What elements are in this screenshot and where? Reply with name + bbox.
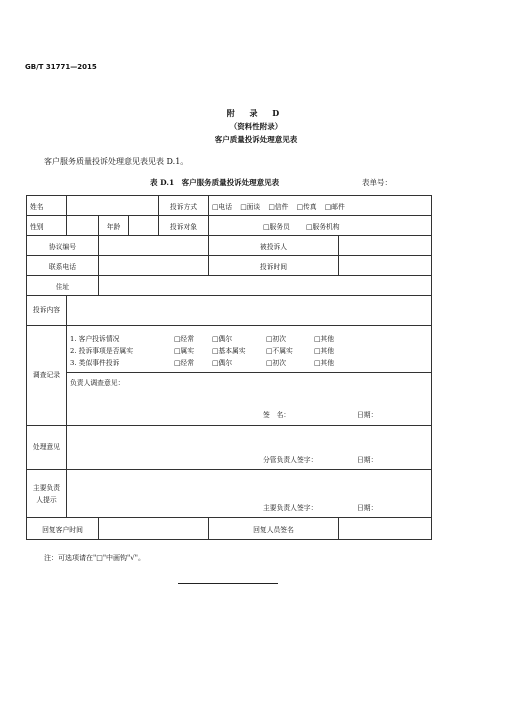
manager-sign-label: 分管负责人签字：: [263, 456, 318, 464]
contract-label: 协议编号: [27, 236, 99, 256]
reply-time-field[interactable]: [99, 518, 209, 540]
content-label: 投诉内容: [27, 296, 67, 326]
phone-field[interactable]: [99, 256, 209, 276]
table-caption: 表 D.1 客户服务质量投诉处理意见表: [150, 178, 280, 187]
reply-time-label: 回复客户时间: [27, 518, 99, 540]
chief-sign-label: 主要负责人签字：: [263, 504, 318, 512]
time-field[interactable]: [339, 256, 432, 276]
table-row: [27, 296, 432, 326]
table-row: [27, 276, 432, 296]
table-row: [27, 196, 432, 216]
table-row: [27, 470, 432, 518]
chief-label: 主要负责人提示: [27, 470, 67, 518]
reply-signer-field[interactable]: [339, 518, 432, 540]
target-option-agency[interactable]: □服务机构: [306, 222, 340, 231]
appendix-title: 附 录 D: [226, 108, 286, 118]
chief-field[interactable]: [67, 470, 432, 518]
form-number-label: 表单号：: [362, 178, 392, 187]
method-option-phone[interactable]: □电话: [212, 202, 233, 211]
complaint-form-table: [26, 195, 432, 540]
table-row: [27, 256, 432, 276]
standard-number: GB/T 31771—2015: [25, 63, 97, 71]
age-label: 年龄: [99, 216, 129, 236]
handling-label: 处理意见: [27, 426, 67, 470]
table-row: [27, 326, 432, 426]
intro-text: 客户服务质量投诉处理意见表见表 D.1。: [44, 157, 189, 166]
content-field[interactable]: [67, 296, 432, 326]
manager-date-label: 日期：: [357, 456, 378, 464]
investigation-row-1: 1. 客户投诉情况 □经常 □偶尔 □初次 □其他: [70, 334, 335, 343]
reply-signer-label: 回复人员签名: [209, 518, 339, 540]
appendix-subtitle: （资料性附录）: [229, 122, 283, 131]
chief-date-label: 日期：: [357, 504, 378, 512]
investigation-cell: [67, 326, 432, 426]
leader-date-label: 日期：: [357, 410, 378, 419]
phone-label: 联系电话: [27, 256, 99, 276]
investigation-label: 调查记录: [27, 326, 67, 426]
table-row: [27, 236, 432, 256]
respondent-label: 被投诉人: [209, 236, 339, 256]
target-option-staff[interactable]: □服务员: [263, 222, 290, 231]
gender-label: 性别: [27, 216, 67, 236]
leader-opinion-area[interactable]: [67, 373, 431, 423]
table-row: [27, 426, 432, 470]
table-row: [27, 216, 432, 236]
name-label: 姓名: [27, 196, 67, 216]
end-rule: [178, 583, 278, 584]
table-row: [27, 518, 432, 540]
target-label: 投诉对象: [159, 216, 209, 236]
method-options[interactable]: [209, 196, 432, 216]
age-field[interactable]: [129, 216, 159, 236]
time-label: 投诉时间: [209, 256, 339, 276]
method-label: 投诉方式: [159, 196, 209, 216]
contract-field[interactable]: [99, 236, 209, 256]
respondent-field[interactable]: [339, 236, 432, 256]
name-field[interactable]: [67, 196, 159, 216]
investigation-row-3: 3. 类似事件投诉 □经常 □偶尔 □初次 □其他: [70, 358, 335, 367]
leader-opinion-label: 负责人调查意见：: [70, 378, 125, 387]
leader-sign-label: 签 名：: [263, 410, 291, 419]
method-option-mail[interactable]: □邮件: [324, 202, 345, 211]
address-field[interactable]: [99, 276, 432, 296]
handling-field[interactable]: [67, 426, 432, 470]
method-option-letter[interactable]: □信件: [268, 202, 289, 211]
footnote: 注：可选项请在"□"中画钩"√"。: [44, 554, 145, 562]
gender-field[interactable]: [67, 216, 99, 236]
method-option-fax[interactable]: □传真: [296, 202, 317, 211]
address-label: 住址: [27, 276, 99, 296]
investigation-row-2: 2. 投诉事项是否属实 □属实 □基本属实 □不属实 □其他: [70, 346, 335, 355]
method-option-meeting[interactable]: □面谈: [240, 202, 261, 211]
appendix-name: 客户质量投诉处理意见表: [214, 135, 298, 144]
target-options[interactable]: [209, 216, 432, 236]
